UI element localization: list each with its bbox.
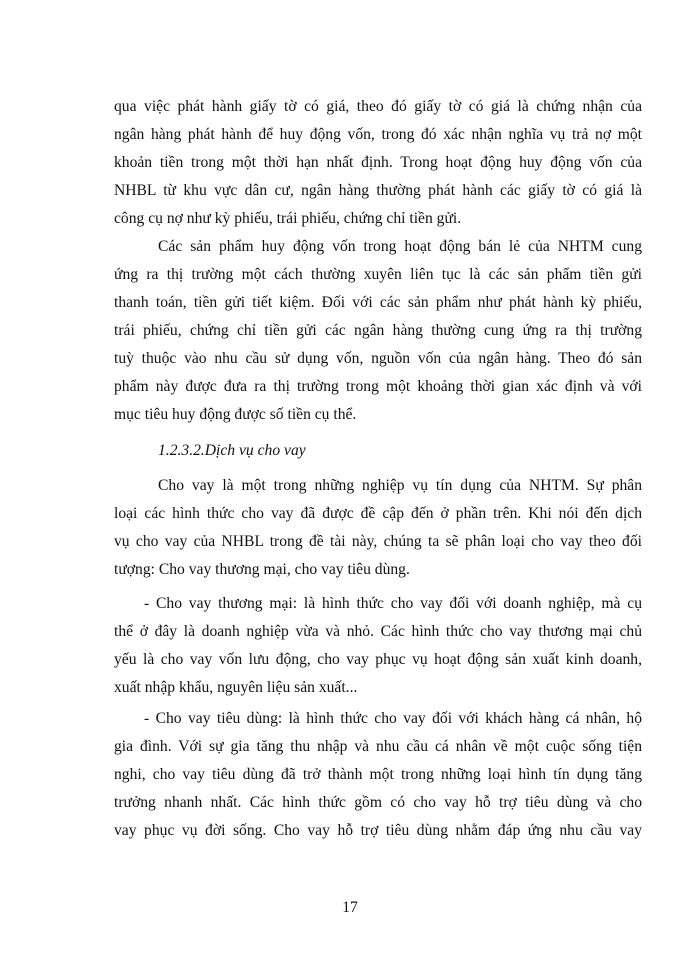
paragraph-line: - Cho vay thương mại: là hình thức cho vay đối với doanh nghiệp, mà cụ (144, 595, 642, 612)
paragraph-funding-instruments (114, 93, 642, 233)
paragraph-line: tượng: Cho vay thương mại, cho vay tiêu dùng. (114, 561, 410, 578)
paragraph-line: xuất nhập khẩu, nguyên liệu sản xuất... (114, 679, 358, 696)
paragraph-line: vay phục vụ đời sống. Cho vay hỗ trợ tiêu dùng nhằm đáp ứng nhu cầu vay (114, 822, 642, 839)
paragraph-line: NHBL từ khu vực dân cư, ngân hàng thường phát hành các giấy tờ có giá là (114, 182, 642, 199)
paragraph-line: công cụ nợ như kỳ phiếu, trái phiếu, chứng chỉ tiền gửi. (114, 210, 462, 227)
paragraph-retail-funding-products (114, 233, 642, 429)
paragraph-line: mục tiêu huy động được số tiền cụ thể. (114, 406, 357, 423)
paragraph-lending-intro (114, 472, 642, 584)
paragraph-consumer-loans (114, 705, 642, 845)
paragraph-line: thể ở đây là doanh nghiệp vừa và nhỏ. Các hình thức cho vay thương mại chủ (114, 623, 642, 640)
paragraph-line: trưởng nhanh nhất. Các hình thức gồm có cho vay hỗ trợ tiêu dùng và cho (114, 794, 642, 811)
paragraph-commercial-loans (114, 590, 642, 702)
paragraph-line: Cho vay là một trong những nghiệp vụ tín dụng của NHTM. Sự phân (158, 477, 642, 494)
paragraph-line: phẩm này được đưa ra thị trường trong một khoảng thời gian xác định và với (114, 378, 642, 395)
paragraph-line: gia đình. Với sự gia tăng thu nhập và nhu cầu cá nhân về một cuộc sống tiện (114, 738, 642, 755)
paragraph-line: khoản tiền trong một thời hạn nhất định. Trong hoạt động huy động vốn của (114, 154, 642, 171)
paragraph-line: trái phiếu, chứng chỉ tiền gửi các ngân hàng thường cung ứng ra thị trường (114, 322, 642, 339)
paragraph-line: thanh toán, tiền gửi tiết kiệm. Đối với các sản phẩm như phát hành kỳ phiếu, (114, 294, 642, 311)
section-heading: 1.2.3.2.Dịch vụ cho vay (158, 442, 306, 459)
paragraph-line: - Cho vay tiêu dùng: là hình thức cho vay đối với khách hàng cá nhân, hộ (144, 710, 642, 727)
paragraph-line: tuỳ thuộc vào nhu cầu sử dụng vốn, nguồn vốn của ngân hàng. Theo đó sản (114, 350, 642, 367)
paragraph-line: nghi, cho vay tiêu dùng đã trở thành một trong những loại hình tín dụng tăng (114, 766, 642, 783)
paragraph-line: ngân hàng phát hành để huy động vốn, trong đó xác nhận nghĩa vụ trả nợ một (114, 126, 642, 143)
page-number: 17 (342, 899, 358, 916)
paragraph-line: ứng ra thị trường một cách thường xuyên liên tục là các sản phẩm tiền gửi (114, 266, 642, 283)
paragraph-line: qua việc phát hành giấy tờ có giá, theo đó giấy tờ có giá là chứng nhận của (114, 98, 642, 115)
paragraph-line: loại các hình thức cho vay đã được đề cập đến ở phần trên. Khi nói đến dịch (114, 505, 642, 522)
paragraph-line: yếu là cho vay vốn lưu động, cho vay phục vụ hoạt động sản xuất kinh doanh, (114, 651, 642, 668)
paragraph-line: vụ cho vay của NHBL trong đề tài này, chúng ta sẽ phân loại cho vay theo đối (114, 533, 642, 550)
paragraph-line: Các sản phẩm huy động vốn trong hoạt động bán lẻ của NHTM cung (158, 238, 642, 255)
